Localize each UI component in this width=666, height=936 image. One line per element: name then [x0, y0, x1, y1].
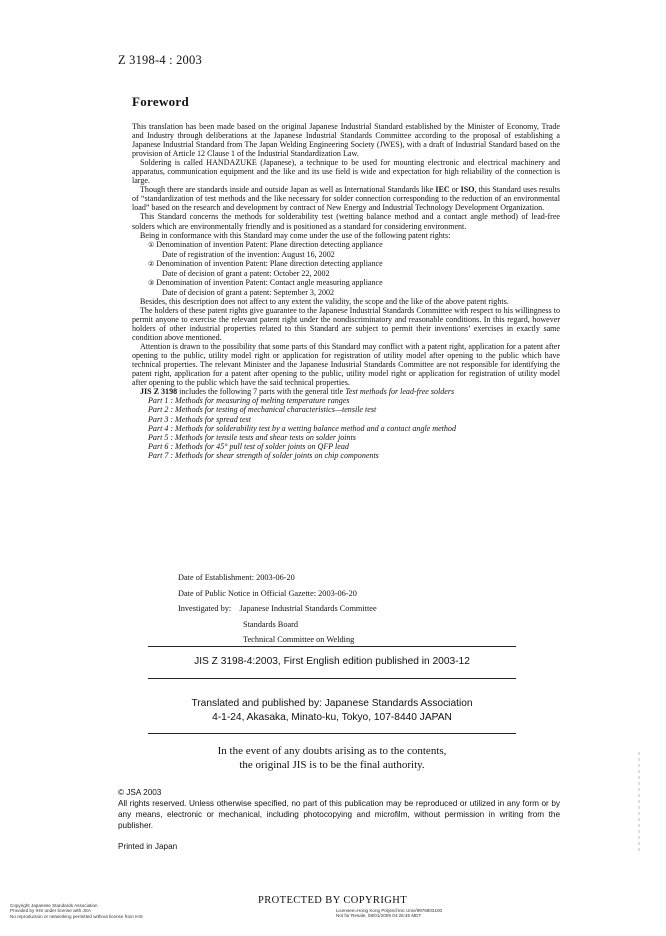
- part-item: Part 1 : Methods for measuring of melting temperature ranges: [148, 396, 350, 406]
- foreword-paragraph: [132, 185, 560, 212]
- patent-item: [132, 240, 560, 250]
- footer-line: No reproduction or networking permitted without license from IHS: [10, 913, 143, 919]
- investigator: Japanese Industrial Standards Committee: [239, 604, 377, 613]
- text-run: , this Standard uses results of “standardization of test methods and the like necessary for solder connection corresponding to the reduction of an environmental load” based on the research and development by contract of New Energy and Industrial Technology Development Organization.: [132, 185, 560, 213]
- general-title: Test methods for lead-free solders: [345, 387, 455, 397]
- part-item: Part 2 : Methods for testing of mechanical characteristics—tensile test: [148, 405, 377, 415]
- foreword-paragraph: Being in conformance with this Standard may come under the use of the following patent rights:: [140, 230, 451, 240]
- divider: [148, 733, 516, 734]
- foreword-paragraph: Besides, this description does not affect to any extent the validity, the scope and the like of the above patent rights.: [140, 296, 509, 306]
- publisher-address: 4-1-24, Akasaka, Minato-ku, Tokyo, 107-8440 JAPAN: [212, 712, 452, 723]
- part-item: Part 3 : Methods for spread test: [148, 414, 251, 424]
- footer-line: Copyright Japanese Standards Association: [10, 903, 98, 908]
- part-item: Part 6 : Methods for 45° pull test of solder joints on QFP lead: [148, 441, 349, 451]
- circled-number: ①: [148, 240, 155, 249]
- text-run-bold: ISO: [460, 185, 475, 195]
- investigated-by: [178, 601, 377, 617]
- patent-denomination: Denomination of invention Patent: Plane direction detecting appliance: [156, 239, 383, 249]
- divider: [148, 678, 516, 679]
- protected-banner: PROTECTED BY COPYRIGHT: [258, 895, 408, 906]
- foreword-paragraph: The holders of these patent rights give guarantee to the Japanese Industrial Standards Committee with respect to his willingness to permit anyone to exercise the relevant patent right under the nondiscriminatory and reasonable conditions. In this regard, however holders of other industrial properties related to this Standard are subject to permit their inventions’ exercises in exactly same condition above mentioned.: [132, 305, 560, 343]
- foreword-paragraph: Soldering is called HANDAZUKE (Japanese), a technique to be used for mounting electronic and electrical machinery and apparatus, communication equipment and the like and its use field is wide and expectation for high reliability of the connection is large.: [132, 158, 560, 186]
- copyright-symbol: © JSA 2003: [118, 788, 162, 797]
- dates-block: [178, 570, 377, 648]
- divider: [148, 646, 516, 647]
- part-item: Part 5 : Methods for tensile tests and shear tests on solder joints: [148, 432, 356, 442]
- publisher-line: Translated and published by: Japanese Standards Association: [191, 698, 473, 709]
- document-number: Z 3198-4 : 2003: [118, 53, 202, 67]
- footer-line: Provided by IHS under license with JSA: [10, 908, 91, 914]
- text-run: Though there are standards inside and outside Japan as well as International Standards like: [140, 185, 436, 195]
- circled-number: ②: [148, 259, 155, 268]
- patent-list: [132, 240, 560, 297]
- patent-item: [132, 259, 560, 269]
- date-of-public-notice: Date of Public Notice in Official Gazette: 2003-06-20: [178, 588, 357, 598]
- patent-denomination: Denomination of invention Patent: Plane direction detecting appliance: [156, 258, 383, 268]
- margin-artifact: [638, 752, 640, 852]
- foreword-paragraph: [132, 387, 560, 396]
- publisher-block: [148, 697, 516, 725]
- footer-line: Licensee=Hong Kong Polytechnic Univ/9976803100: [336, 908, 443, 913]
- patent-date: Date of decision of grant a patent: September 3, 2002: [162, 287, 335, 297]
- foreword-title: Foreword: [132, 94, 190, 109]
- parts-list: [132, 396, 560, 459]
- footer-license-right: [336, 908, 442, 919]
- investigated-label: Investigated by:: [178, 604, 232, 613]
- edition-line: JIS Z 3198-4:2003, First English edition published in 2003-12: [194, 656, 470, 667]
- foreword-paragraph: This Standard concerns the methods for solderability test (wetting balance method and a contact angle method) of lead-free solders which are environmentally friendly and is positioned as a standard for considering environment.: [132, 212, 560, 231]
- foreword-paragraph: This translation has been made based on the original Japanese Industrial Standard established by the Minister of Economy, Trade and Industry through deliberations at the Japanese Industrial Standards Committee according to the proposal of establishing a Japanese Industrial Standard from The Japan Welding Engineering Society (JWES), with a draft of Industrial Standard based on the provision of Article 12 Clause 1 of the Industrial Standardization Law.: [132, 122, 560, 159]
- authority-line: the original JIS is to be the final authority.: [239, 759, 425, 771]
- patent-date: Date of decision of grant a patent: October 22, 2002: [162, 268, 330, 278]
- footer-license-left: [10, 903, 143, 919]
- date-of-establishment: Date of Establishment: 2003-06-20: [178, 573, 295, 582]
- authority-notice: [148, 744, 516, 772]
- patent-date: Date of registration of the invention: August 16, 2002: [162, 249, 335, 259]
- circled-number: ③: [148, 278, 155, 287]
- copyright-block: [118, 787, 560, 831]
- patent-denomination: Denomination of invention Patent: Contact angle measuring appliance: [156, 277, 383, 287]
- foreword-paragraph: Attention is drawn to the possibility that some parts of this Standard may conflict with a patent right, application for a patent after opening to the public, utility model right or application for registration of utility model after opening to the public which have technical properties. The relevant Minister and the Japanese Industrial Standards Committee are not responsible for identifying the patent right, application for a patent after opening to the public, utility model right or application for registration of utility model after opening to the public which have the said technical properties.: [132, 342, 560, 388]
- text-run: includes the following 7 parts with the general title: [177, 387, 346, 397]
- part-item: Part 7 : Methods for shear strength of solder joints on chip components: [148, 450, 379, 460]
- copyright-text: All rights reserved. Unless otherwise specified, no part of this publication may be reproduced or utilized in any form or by any means, electronic or mechanical, including photocopying and microfilm, without permission in writing from the publisher.: [118, 799, 560, 830]
- authority-line: In the event of any doubts arising as to the contents,: [217, 745, 447, 757]
- part-item: Part 4 : Methods for solderability test by a wetting balance method and a contact angle method: [148, 423, 456, 433]
- text-run: or: [449, 185, 461, 195]
- text-run-bold: IEC: [435, 185, 450, 195]
- printed-in: Printed in Japan: [118, 842, 178, 851]
- foreword-body: [132, 122, 560, 460]
- investigator: Technical Committee on Welding: [243, 635, 355, 644]
- investigator: Standards Board: [243, 619, 299, 629]
- footer-line: Not for Resale, 08/01/2009 04:28:45 MDT: [336, 913, 422, 919]
- standard-code: JIS Z 3198: [140, 387, 178, 397]
- patent-item: [132, 278, 560, 288]
